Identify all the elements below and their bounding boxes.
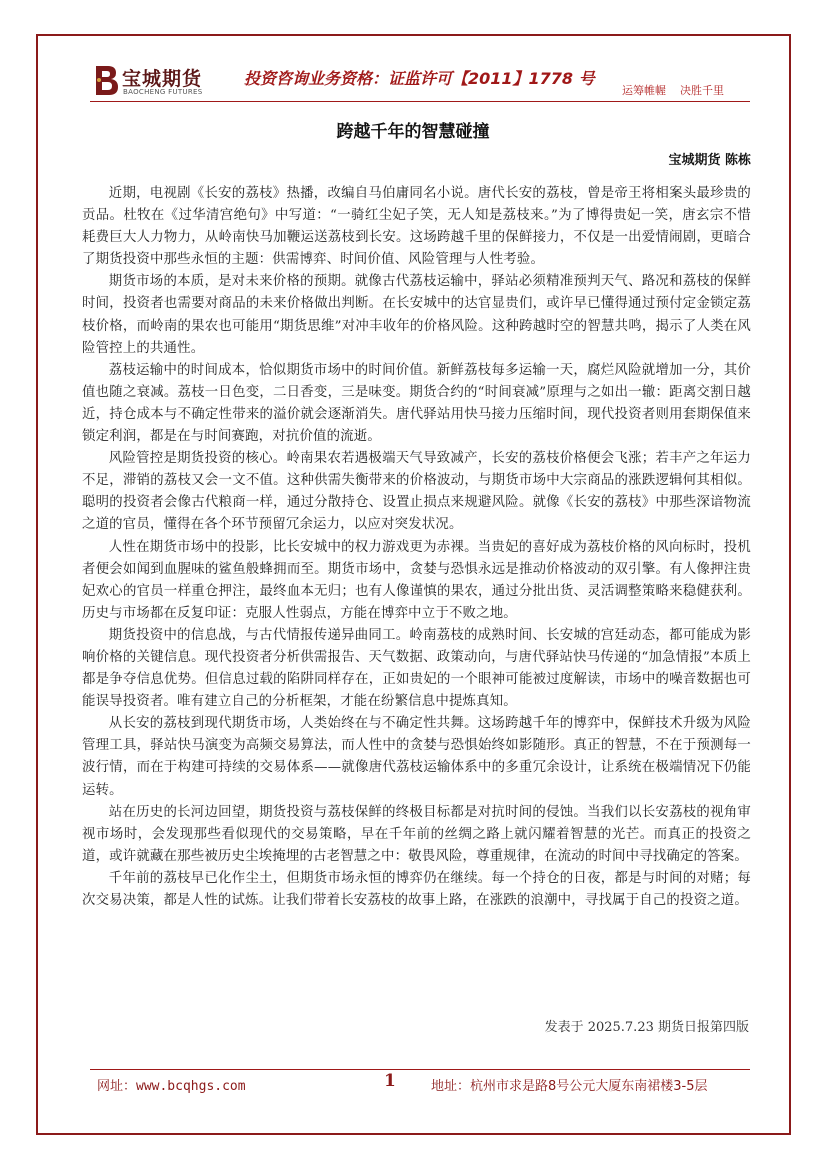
paragraph: 近期，电视剧《长安的荔枝》热播，改编自马伯庸同名小说。唐代长安的荔枝，曾是帝王将相案头最珍贵的贡品。杜牧在《过华清宫绝句》中写道：“一骑红尘妃子笑，无人知是荔枝来。”为了博得贵妃一笑，唐玄宗不惜耗费巨大人力物力，从岭南快马加鞭运送荔枝到长安。这场跨越千里的保鲜接力，不仅是一出爱情闹剧，更暗合了期货投资中那些永恒的主题：供需博弈、时间价值、风险管理与人性考验。 <box>82 186 751 268</box>
paragraph: 千年前的荔枝早已化作尘土，但期货市场永恒的博弈仍在继续。每一个持仓的日夜，都是与时间的对赌；每次交易决策，都是人性的试炼。让我们带着长安荔枝的故事上路，在涨跌的浪潮中，寻找属于自己的投资之道。 <box>82 870 751 908</box>
article-body <box>82 183 751 912</box>
logo-text-en: BAOCHENG FUTURES <box>123 88 203 96</box>
qualification-text: 投资咨询业务资格：证监许可【2011】1778 号 <box>244 69 595 88</box>
paragraph: 站在历史的长河边回望，期货投资与荔枝保鲜的终极目标都是对抗时间的侵蚀。当我们以长安荔枝的视角审视市场时，会发现那些看似现代的交易策略，早在千年前的丝绸之路上就闪耀着智慧的光芒。而真正的投资之道，或许就藏在那些被历史尘埃掩埋的古老智慧之中：敬畏风险，尊重规律，在流动的时间中寻找确定的答案。 <box>82 804 751 864</box>
slogan-part-1: 运筹帷幄 <box>622 84 666 97</box>
paragraph: 人性在期货市场中的投影，比长安城中的权力游戏更为赤裸。当贵妃的喜好成为荔枝价格的风向标时，投机者便会如闻到血腥味的鲨鱼般蜂拥而至。期货市场中，贪婪与恐惧永远是推动价格波动的双引擎。有人像押注贵妃欢心的官员一样重仓押注，最终血本无归；也有人像谨慎的果农，通过分批出货、灵活调整策略来稳健获利。历史与市场都在反复印证：克服人性弱点，方能在博弈中立于不败之地。 <box>82 539 751 621</box>
logo-text-cn: 宝城期货 <box>122 68 203 90</box>
paragraph: 从长安的荔枝到现代期货市场，人类始终在与不确定性共舞。这场跨越千年的博弈中，保鲜技术升级为风险管理工具，驿站快马演变为高频交易算法，而人性中的贪婪与恐惧始终如影随形。真正的智慧，不在于预测每一波行情，而在于构建可持续的交易体系——就像唐代荔枝运输体系中的多重冗余设计，让系统在极端情况下仍能运转。 <box>82 716 751 798</box>
footer-website: 网址：www.bcqhgs.com <box>97 1079 246 1094</box>
paragraph: 期货市场的本质，是对未来价格的预期。就像古代荔枝运输中，驿站必须精准预判天气、路况和荔枝的保鲜时间，投资者也需要对商品的未来价格做出判断。在长安城中的达官显贵们，或许早已懂得通过预付定金锁定荔枝价格，而岭南的果农也可能用“期货思维”对冲丰收年的价格风险。这种跨越时空的智慧共鸣，揭示了人类在风险管控上的共通性。 <box>82 274 751 356</box>
header-rule <box>90 101 750 102</box>
footer-address: 地址：杭州市求是路8号公元大厦东南裙楼3-5层 <box>431 1079 708 1094</box>
paragraph: 荔枝运输中的时间成本，恰似期货市场中的时间价值。新鲜荔枝每多运输一天，腐烂风险就增加一分，其价值也随之衰减。荔枝一日色变，二日香变，三是味变。期货合约的“时间衰减”原理与之如出一辙：距离交割日越近，持仓成本与不确定性带来的溢价就会逐渐消失。唐代驿站用快马接力压缩时间，现代投资者则用套期保值来锁定利润，都是在与时间赛跑，对抗价值的流逝。 <box>82 362 751 445</box>
publication-note: 发表于 2025.7.23 期货日报第四版 <box>544 1020 749 1035</box>
article-title: 跨越千年的智慧碰撞 <box>336 122 490 142</box>
slogan <box>622 82 738 98</box>
slogan-part-2: 决胜千里 <box>680 84 724 97</box>
paragraph: 期货投资中的信息战，与古代情报传递异曲同工。岭南荔枝的成熟时间、长安城的宫廷动态，都可能成为影响价格的关键信息。现代投资者分析供需报告、天气数据、政策动向，与唐代驿站快马传递的“加急情报”本质上都是争夺信息优势。但信息过载的陷阱同样存在，正如贵妃的一个眼神可能被过度解读，市场中的噪音数据也可能误导投资者。唯有建立自己的分析框架，才能在纷繁信息中提炼真知。 <box>82 627 751 710</box>
article-author: 宝城期货 陈栋 <box>668 153 751 168</box>
page-number: 1 <box>384 1071 396 1091</box>
footer-rule <box>90 1069 750 1070</box>
paragraph: 风险管控是期货投资的核心。岭南果农若遇极端天气导致减产，长安的荔枝价格便会飞涨；若丰产之年运力不足，滞销的荔枝又会一文不值。这种供需失衡带来的价格波动，与期货市场中大宗商品的涨跌逻辑何其相似。聪明的投资者会像古代粮商一样，通过分散持仓、设置止损点来规避风险。就像《长安的荔枝》中那些深谙物流之道的官员，懂得在各个环节预留冗余运力，以应对突发状况。 <box>82 451 751 533</box>
logo-mark-icon <box>90 62 124 98</box>
company-logo <box>90 62 210 100</box>
